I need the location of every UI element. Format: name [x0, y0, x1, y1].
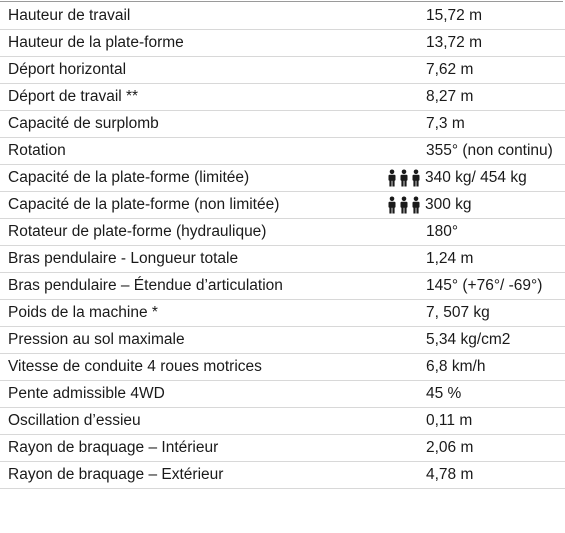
- spec-value-cell: [363, 300, 565, 327]
- spec-label: Bras pendulaire – Étendue d’articulation: [0, 273, 363, 300]
- spec-label: Poids de la machine *: [0, 300, 363, 327]
- spec-label: Hauteur de travail: [0, 3, 363, 30]
- spec-value: 1,24 m: [426, 250, 474, 267]
- spec-value-cell: [363, 462, 565, 489]
- spec-label: Rayon de braquage – Extérieur: [0, 462, 363, 489]
- spec-value: 8,27 m: [426, 88, 474, 105]
- spec-row: [0, 192, 565, 219]
- spec-value-cell: [363, 111, 565, 138]
- spec-label: Capacité de la plate-forme (non limitée): [0, 192, 363, 219]
- spec-value-cell: [363, 408, 565, 435]
- spec-row: [0, 300, 565, 327]
- spec-label: Rotation: [0, 138, 363, 165]
- spec-label: Oscillation d’essieu: [0, 408, 363, 435]
- spec-row: [0, 327, 565, 354]
- spec-row: [0, 138, 565, 165]
- spec-value-cell: [363, 165, 565, 192]
- spec-label: Hauteur de la plate-forme: [0, 30, 363, 57]
- three-people-icon: [387, 170, 421, 187]
- spec-value: 300 kg: [425, 196, 472, 213]
- spec-value-cell: [363, 273, 565, 300]
- spec-value: 4,78 m: [426, 466, 474, 483]
- spec-value: 180°: [426, 223, 459, 240]
- spec-value-cell: [363, 3, 565, 30]
- spec-value-cell: [363, 354, 565, 381]
- spec-label: Pression au sol maximale: [0, 327, 363, 354]
- spec-row: [0, 435, 565, 462]
- three-people-icon: [387, 197, 421, 214]
- spec-value: 145° (+76°/ -69°): [426, 277, 543, 294]
- spec-value: 6,8 km/h: [426, 358, 486, 375]
- spec-value-cell: [363, 219, 565, 246]
- spec-value: 340 kg/ 454 kg: [425, 169, 527, 186]
- spec-value: 5,34 kg/cm2: [426, 331, 511, 348]
- spec-label: Capacité de la plate-forme (limitée): [0, 165, 363, 192]
- spec-row: [0, 354, 565, 381]
- spec-value-cell: [363, 435, 565, 462]
- spec-row: [0, 165, 565, 192]
- top-rule: [0, 1, 563, 2]
- spec-table: [0, 3, 565, 489]
- spec-value: 7,62 m: [426, 61, 474, 78]
- spec-row: [0, 84, 565, 111]
- spec-value-cell: [363, 192, 565, 219]
- spec-value: 13,72 m: [426, 34, 483, 51]
- spec-value-cell: [363, 57, 565, 84]
- spec-row: [0, 30, 565, 57]
- spec-row: [0, 462, 565, 489]
- spec-row: [0, 57, 565, 84]
- spec-row: [0, 246, 565, 273]
- spec-label: Capacité de surplomb: [0, 111, 363, 138]
- spec-row: [0, 111, 565, 138]
- spec-value: 0,11 m: [426, 412, 473, 429]
- spec-label: Rotateur de plate-forme (hydraulique): [0, 219, 363, 246]
- spec-label: Vitesse de conduite 4 roues motrices: [0, 354, 363, 381]
- spec-label: Rayon de braquage – Intérieur: [0, 435, 363, 462]
- spec-row: [0, 408, 565, 435]
- spec-value-cell: [363, 30, 565, 57]
- spec-value-cell: [363, 138, 565, 165]
- spec-value-cell: [363, 327, 565, 354]
- spec-row: [0, 219, 565, 246]
- spec-value: 7,3 m: [426, 115, 465, 132]
- spec-value-cell: [363, 84, 565, 111]
- spec-value: 45 %: [426, 385, 462, 402]
- spec-row: [0, 381, 565, 408]
- spec-table-body: [0, 3, 565, 489]
- spec-row: [0, 273, 565, 300]
- spec-value: 355° (non continu): [426, 142, 553, 159]
- spec-value: 15,72 m: [426, 7, 483, 24]
- spec-value: 2,06 m: [426, 439, 474, 456]
- spec-label: Déport horizontal: [0, 57, 363, 84]
- spec-label: Pente admissible 4WD: [0, 381, 363, 408]
- spec-label: Déport de travail **: [0, 84, 363, 111]
- spec-row: [0, 3, 565, 30]
- spec-value: 7, 507 kg: [426, 304, 490, 321]
- spec-label: Bras pendulaire - Longueur totale: [0, 246, 363, 273]
- spec-value-cell: [363, 381, 565, 408]
- spec-value-cell: [363, 246, 565, 273]
